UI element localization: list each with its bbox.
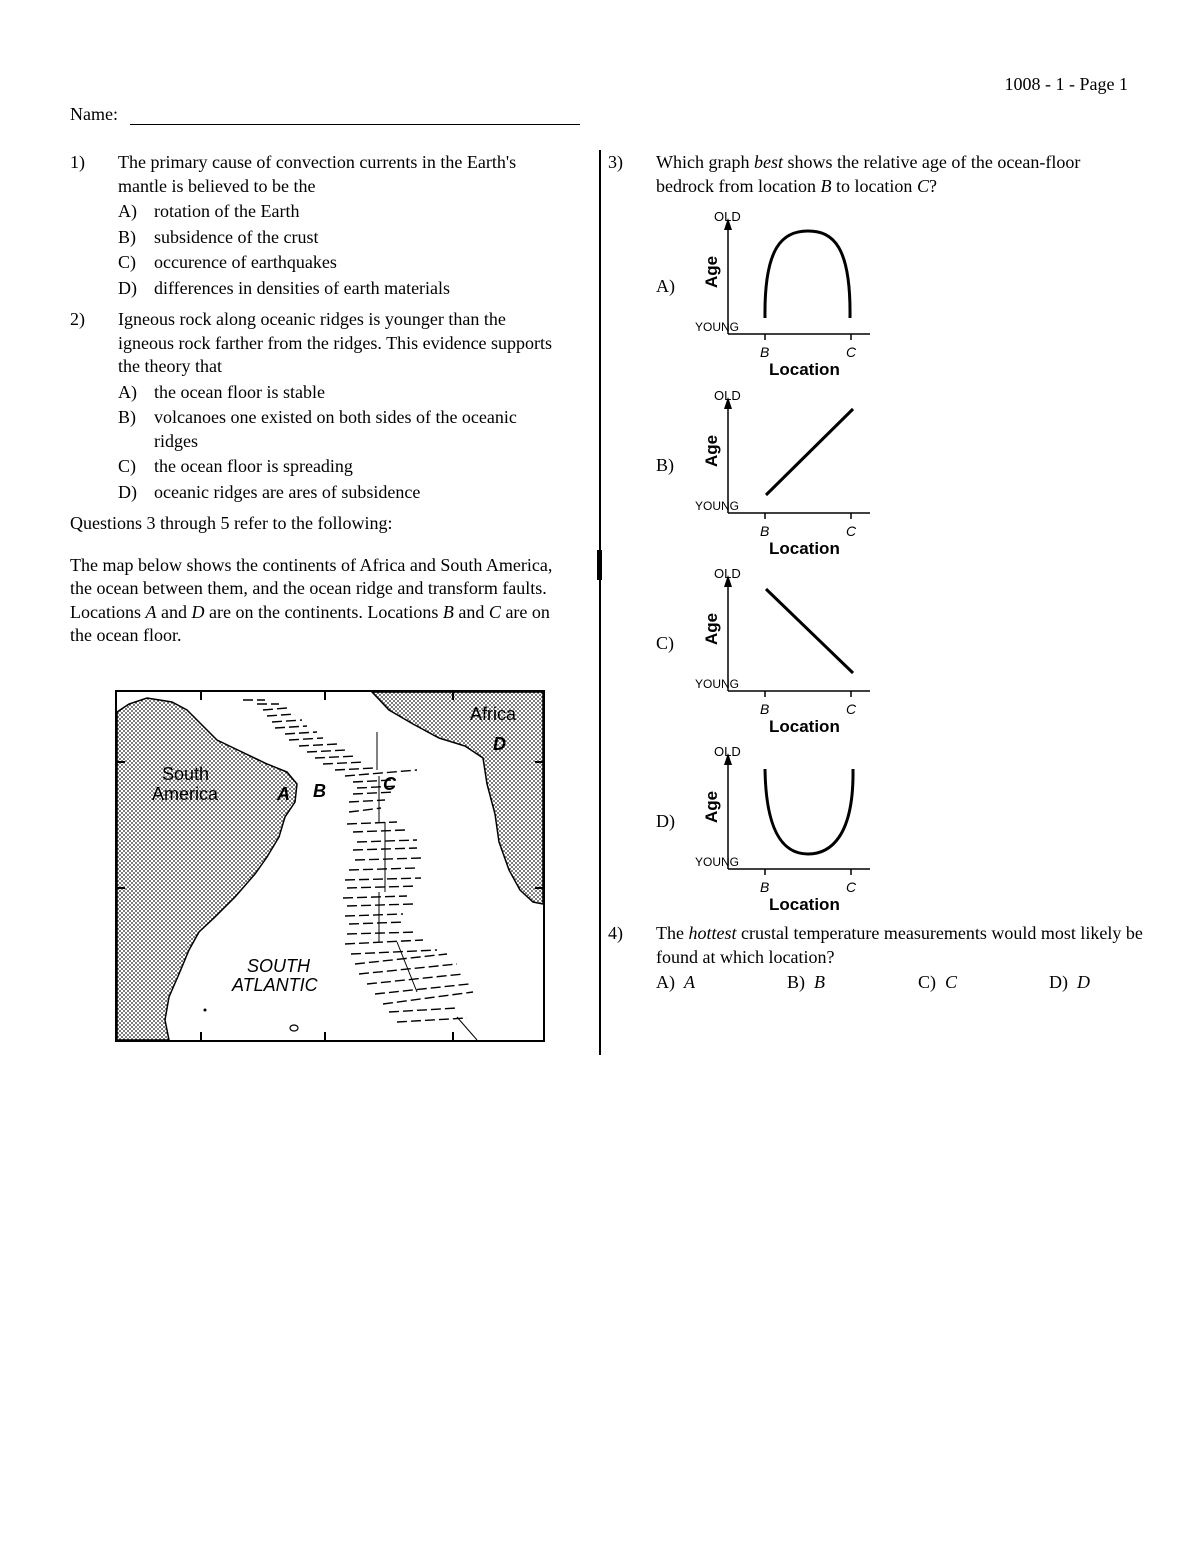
map-label-south-america: America [152,784,219,804]
graph-option-label: D) [656,811,675,831]
question-number: 4) [608,923,623,943]
choice[interactable] [118,381,560,405]
ridge-segment [345,770,417,776]
ridge-segment [345,940,423,944]
ridge-segment [343,896,407,898]
choice[interactable] [118,200,560,224]
graph-option-label: C) [656,633,674,653]
map-label-ocean: ATLANTIC [232,975,318,995]
choice-text: the ocean floor is stable [154,381,325,402]
choice-label: B) [118,226,136,247]
axis-y-label: Age [702,434,721,467]
graph-option[interactable] [608,563,888,735]
page-header: 1008 - 1 - Page 1 [1004,74,1128,94]
graph-option[interactable] [608,385,888,557]
passage-intro [70,512,560,648]
choice-label: D) [118,481,137,502]
choice-text: volcanoes one existed on both sides of the oceanic ridges [154,407,517,451]
axis-x-label: Location [769,895,840,913]
map-label-south-america: South [162,764,210,784]
ridge-segment [349,922,405,924]
ridge-segment [367,974,463,984]
ridge-segment [355,858,421,860]
question-number: 1) [70,152,85,172]
axis-old-label: OLD [714,209,741,224]
left-column [70,151,560,666]
question-1 [70,151,560,300]
age-location-graph [608,563,888,735]
choice[interactable] [118,277,560,301]
ridge-segment [389,1008,457,1012]
choice[interactable]: B) B [787,972,825,992]
axis-old-label: OLD [714,388,741,403]
axis-x-end: C [846,879,857,895]
choice-text: rotation of the Earth [154,201,300,221]
ridge-segment [315,756,357,758]
axis-young-label: YOUNG [695,855,740,869]
choice-text: subsidence of the crust [154,226,319,247]
choice-label: C) [118,252,136,272]
question-text: The hottest crustal temperature measurements would most likely be found at which location? [656,923,1143,967]
graph-option[interactable] [608,741,888,913]
graph-option[interactable] [608,206,888,378]
choice-label: A) [118,381,137,402]
ridge-segment [267,714,295,716]
question-4 [608,922,1143,995]
choice-label: C) [118,456,136,476]
name-label: Name: [70,104,118,124]
choice-label: D) [118,277,137,298]
ridge-segment [275,726,307,728]
ridge-segment [375,984,469,994]
ridge-segment [285,732,317,734]
ridge-segment [347,904,413,906]
ridge-segment [351,950,437,954]
choice[interactable] [118,455,560,479]
column-divider-mark [597,550,602,580]
map-point-b: B [313,781,326,801]
axis-old-label: OLD [714,566,741,581]
question-text: The primary cause of convection currents in the Earth's mantle is believed to be the [118,152,517,196]
question-4-container [608,922,1143,1003]
choice[interactable] [118,251,560,275]
ridge-segment [335,768,375,770]
axis-x-end: C [846,344,857,360]
ridge-segment [357,840,417,842]
map-label-ocean: SOUTH [247,956,310,976]
island [204,1009,207,1012]
choice-text: oceanic ridges are ares of subsidence [154,481,421,502]
map-label-africa: Africa [470,704,517,724]
age-location-graph [608,741,888,913]
ridge-segment [289,738,323,740]
axis-x-end: C [846,701,857,717]
question-text: Igneous rock along oceanic ridges is younger than the igneous rock farther from the ridges. This evidence supports the theory that [118,309,553,376]
age-location-graph [608,206,888,378]
ridge-segment [272,720,302,722]
axis-x-start: B [760,344,770,360]
ridge-segment [349,808,381,812]
question-number: 2) [70,309,85,329]
ridge-segment [347,822,397,824]
choice[interactable] [118,226,560,250]
ridge-segment [263,708,287,710]
ridge-segment [383,992,473,1004]
graph-option-label: B) [656,455,674,475]
map-svg [117,692,543,1040]
axis-x-end: C [846,523,857,539]
choice[interactable] [118,406,560,453]
map-point-a: A [277,784,290,804]
axis-y-label: Age [702,612,721,645]
axis-young-label: YOUNG [695,320,740,334]
ridge-segment [349,868,417,870]
choice[interactable]: C) C [918,972,958,992]
axis-y-label: Age [702,790,721,823]
graph-curve [766,589,853,673]
axis-x-label: Location [769,539,840,557]
axis-x-label: Location [769,717,840,735]
graph-curve [765,231,850,318]
choice-text: occurence of earthquakes [154,252,337,272]
passage-heading: Questions 3 through 5 refer to the following: [70,513,393,533]
axis-y-label: Age [702,255,721,288]
axis-young-label: YOUNG [695,499,740,513]
axis-x-start: B [760,879,770,895]
ridge-segment [307,750,347,752]
axis-x-start: B [760,523,770,539]
axis-young-label: YOUNG [695,677,740,691]
choice-text: differences in densities of earth materials [154,277,451,298]
graph-curve [766,409,853,495]
transform-fault [457,1017,477,1040]
question-number: 3) [608,152,623,172]
ridge-segment [323,762,365,764]
ridge-segment [299,744,337,746]
choice-label: A) [118,201,137,221]
choice-text: the ocean floor is spreading [154,456,353,476]
question-2 [70,308,560,504]
right-column [608,151,1133,206]
axis-old-label: OLD [714,744,741,759]
graph-curve [765,769,853,854]
ridge-segment [345,878,421,880]
south-atlantic-map [115,690,545,1042]
map-point-c: C [383,774,396,794]
choice[interactable]: A) A [656,972,695,992]
ridge-segment [345,914,403,916]
age-location-graph [608,385,888,557]
choice-label: B) [118,407,136,427]
graph-option-label: A) [656,276,675,296]
question-text: Which graph best shows the relative age of the ocean-floor bedrock from location B to location C? [656,152,1081,196]
axis-x-start: B [760,701,770,717]
island [290,1025,298,1031]
name-field[interactable] [130,108,580,125]
ridge-segment [347,932,417,934]
question-3 [608,151,1133,198]
column-divider [599,150,601,1055]
choice[interactable] [118,481,560,505]
passage-text: The map below shows the continents of Africa and South America, the ocean between them, and the ocean ridge and transform faults. Locations A and D are on the continents. Locations B and C are on the ocean floor. [70,554,553,645]
ridge-segment [349,800,385,802]
ridge-segment [347,886,417,888]
transform-fault [397,942,417,992]
map-point-d: D [493,734,506,754]
ridge-segment [397,1018,467,1022]
choice[interactable]: D) D [1049,972,1090,992]
ridge-segment [353,830,405,832]
africa-landmass [372,692,543,904]
name-row [70,104,580,125]
axis-x-label: Location [769,360,840,378]
ridge-segment [355,954,447,964]
